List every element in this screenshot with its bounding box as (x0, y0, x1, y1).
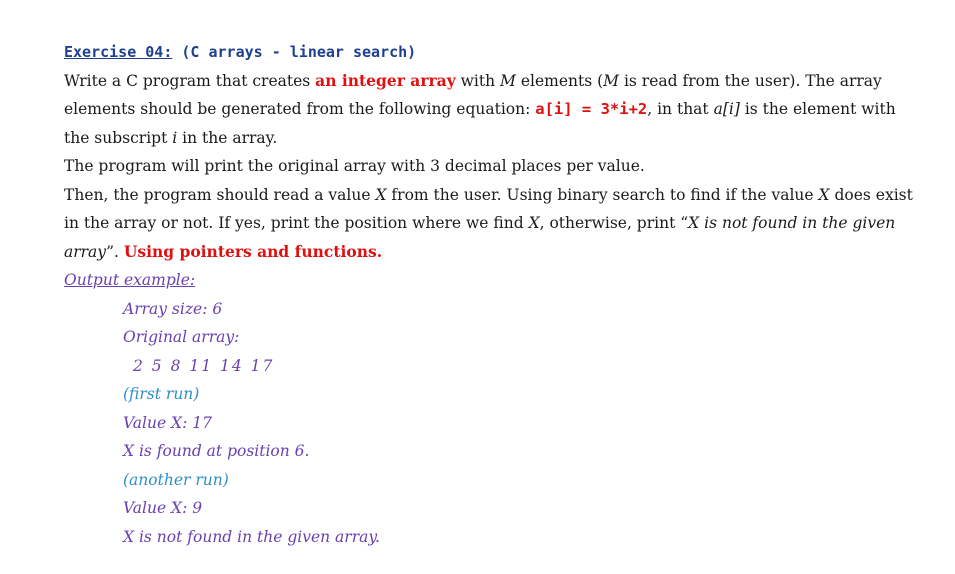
var-ai: a[i] (713, 100, 740, 118)
text-span: in the array. (177, 128, 278, 147)
output-found: X is found at position 6. (123, 442, 310, 460)
text-span: Write a C program that creates (64, 71, 316, 90)
output-first-run: (first run) (123, 385, 200, 403)
description-paragraph-2: The program will print the original array with 3 decimal places per value. (64, 157, 645, 175)
highlight-integer-array: an integer array (315, 70, 456, 90)
output-value-x-2: Value X: 9 (123, 499, 203, 517)
output-example-heading: Output example: (64, 271, 196, 289)
var-m: M (500, 71, 516, 90)
text-span: with (455, 71, 501, 90)
output-original-label: Original array: (123, 328, 240, 346)
output-array-values: 2 5 8 11 14 17 (133, 356, 275, 375)
var-i: i (172, 128, 178, 147)
description-paragraph-1 (64, 67, 924, 153)
text-span: ”. (106, 242, 124, 261)
var-x: X (818, 185, 830, 204)
text-span: elements ( (515, 71, 604, 90)
output-example-block (64, 295, 924, 552)
highlight-pointers-functions: Using pointers and functions. (123, 241, 383, 261)
output-not-found: X is not found in the given array. (123, 527, 380, 546)
var-m: M (603, 71, 620, 90)
not-found-message: X is not found in the given array (64, 214, 896, 261)
output-array-size: Array size: 6 (123, 299, 223, 318)
text-span: is read from the user). The array elements should be generated from the following equation: (64, 71, 882, 118)
text-span: , in that (647, 100, 714, 118)
text-span: does exist in the array or not. If yes, print the position where we find (64, 185, 913, 232)
exercise-topic: (C arrays - linear search) (172, 43, 417, 61)
equation: a[i] = 3*i+2 (535, 100, 648, 118)
exercise-title (64, 38, 924, 67)
exercise-document (64, 38, 924, 551)
text-span: , otherwise, print “ (539, 214, 689, 232)
text-span: is the element with the subscript (64, 100, 896, 147)
var-x: X (375, 185, 387, 204)
exercise-label: Exercise 04: (64, 43, 173, 61)
description-paragraph-3 (64, 181, 924, 267)
text-span: Then, the program should read a value (64, 185, 376, 204)
text-span: from the user. Using binary search to find if the value (386, 185, 819, 204)
output-value-x-1: Value X: 17 (123, 413, 212, 432)
var-x: X (528, 214, 540, 232)
output-another-run: (another run) (123, 470, 229, 489)
